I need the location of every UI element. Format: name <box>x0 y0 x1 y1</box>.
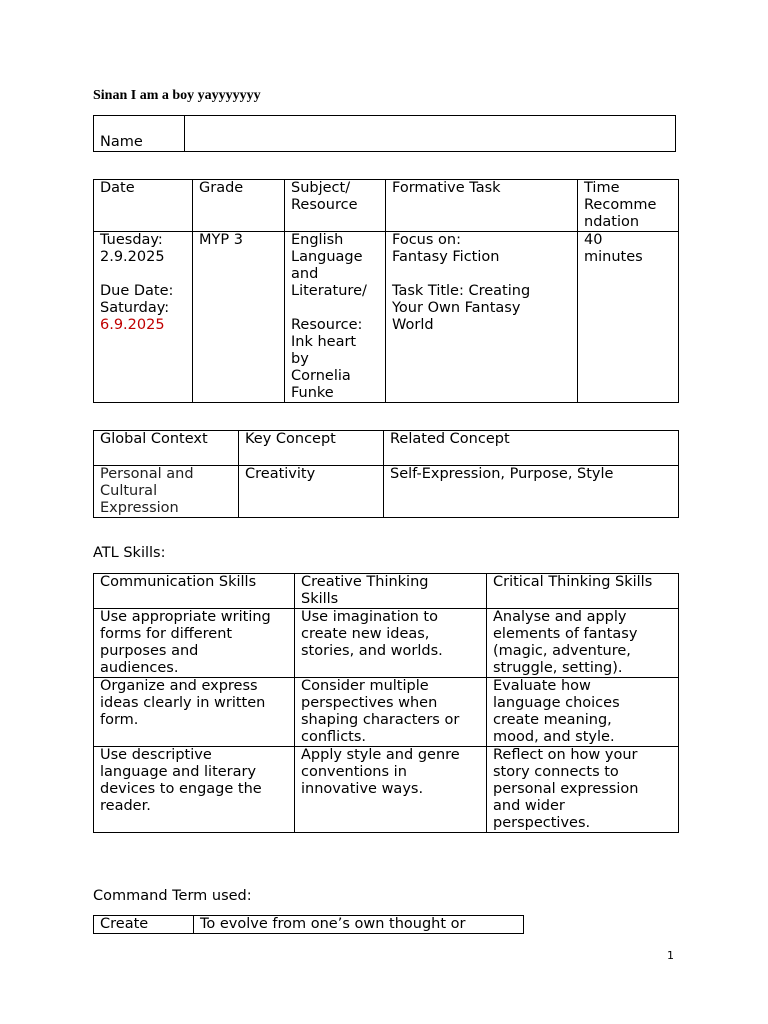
header-related-concept: Related Concept <box>384 431 679 466</box>
command-term-definition: To evolve from one’s own thought or <box>194 916 524 934</box>
command-term-label: Command Term used: <box>93 888 252 904</box>
header-critical-thinking-skills: Critical Thinking Skills <box>487 574 679 609</box>
name-label-cell <box>94 116 185 152</box>
grade-cell: MYP 3 <box>193 232 285 403</box>
atl-cell: Analyse and apply elements of fantasy (magic, adventure, struggle, setting). <box>487 609 679 678</box>
subject-cell: English Language and Literature/ Resource: Ink heart by Cornelia Funke <box>285 232 386 403</box>
name-table <box>93 115 676 152</box>
atl-cell: Use appropriate writing forms for different purposes and audiences. <box>94 609 295 678</box>
header-global-context: Global Context <box>94 431 239 466</box>
global-context-value: Personal and Cultural Expression <box>94 466 239 518</box>
document-heading: Sinan I am a boy yayyyyyyy <box>93 88 261 103</box>
page-number: 1 <box>667 949 674 962</box>
related-concept-value: Self-Expression, Purpose, Style <box>384 466 679 518</box>
concept-table <box>93 430 679 518</box>
atl-label: ATL Skills: <box>93 545 166 561</box>
due-date-value: 6.9.2025 <box>100 317 165 333</box>
concept-header-row <box>94 431 679 466</box>
command-term-row <box>94 916 524 934</box>
header-date: Date <box>94 180 193 232</box>
header-creative-thinking-skills: Creative Thinking Skills <box>295 574 487 609</box>
atl-table <box>93 573 679 833</box>
key-concept-value: Creativity <box>239 466 384 518</box>
atl-row <box>94 747 679 833</box>
date-cell <box>94 232 193 403</box>
atl-cell: Evaluate how language choices create meaning, mood, and style. <box>487 678 679 747</box>
atl-cell: Use imagination to create new ideas, stories, and worlds. <box>295 609 487 678</box>
task-cell: Focus on: Fantasy Fiction Task Title: Creating Your Own Fantasy World <box>386 232 578 403</box>
atl-cell: Use descriptive language and literary devices to engage the reader. <box>94 747 295 833</box>
command-term: Create <box>94 916 194 934</box>
header-grade: Grade <box>193 180 285 232</box>
atl-row <box>94 678 679 747</box>
header-key-concept: Key Concept <box>239 431 384 466</box>
name-value-field[interactable] <box>185 116 676 152</box>
command-term-table <box>93 915 524 934</box>
atl-row <box>94 609 679 678</box>
atl-cell: Reflect on how your story connects to personal expression and wider perspectives. <box>487 747 679 833</box>
date-text: Tuesday: 2.9.2025 Due Date: Saturday: <box>100 232 174 316</box>
header-subject: Subject/ Resource <box>285 180 386 232</box>
atl-header-row <box>94 574 679 609</box>
atl-cell: Apply style and genre conventions in innovative ways. <box>295 747 487 833</box>
atl-cell: Organize and express ideas clearly in written form. <box>94 678 295 747</box>
header-time: Time Recomme ndation <box>578 180 679 232</box>
time-cell: 40 minutes <box>578 232 679 403</box>
task-header-row <box>94 180 679 232</box>
header-formative-task: Formative Task <box>386 180 578 232</box>
atl-cell: Consider multiple perspectives when shaping characters or conflicts. <box>295 678 487 747</box>
task-row <box>94 232 679 403</box>
name-label: Name <box>100 134 143 150</box>
header-communication-skills: Communication Skills <box>94 574 295 609</box>
task-table <box>93 179 679 403</box>
concept-row <box>94 466 679 518</box>
